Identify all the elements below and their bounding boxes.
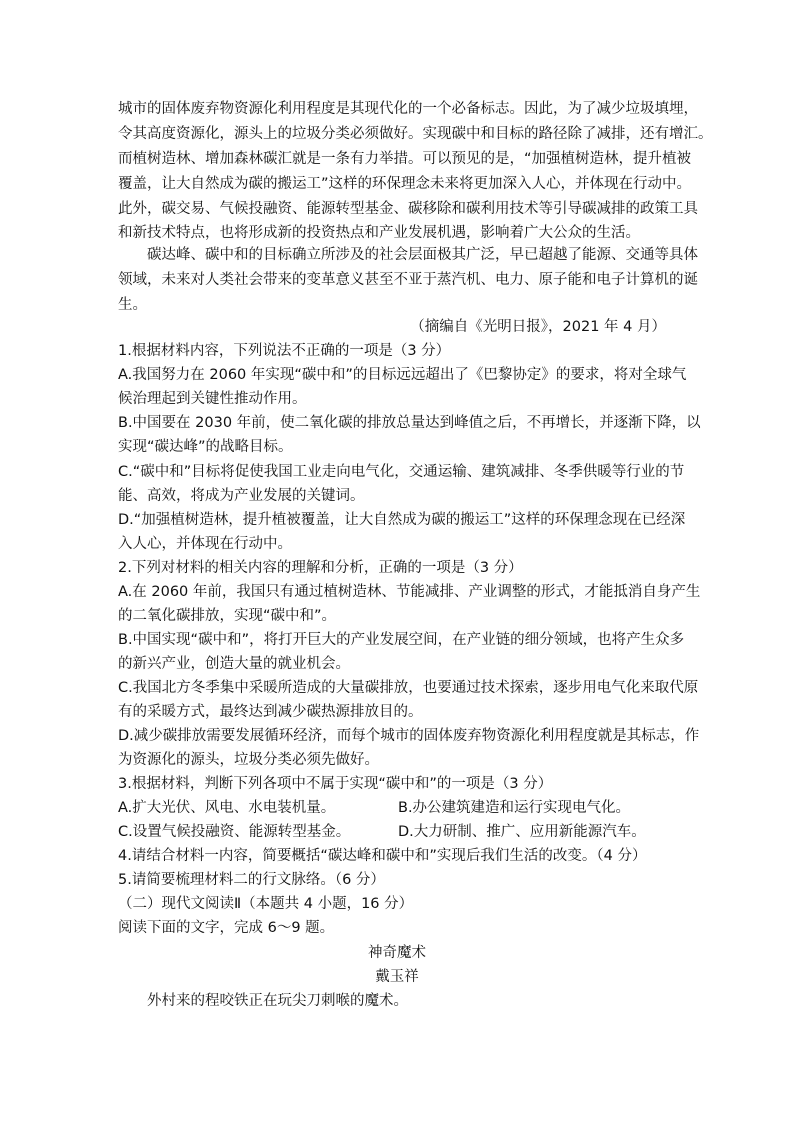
- question-1-option-b: B.中国要在 2030 年前，使二氧化碳的排放总量达到峰值之后，不再增长，并逐渐下降，以: [118, 415, 701, 431]
- question-3-option-a: A.扩大光伏、风电、水电装机量。: [118, 800, 336, 816]
- passage-line: 和新技术特点，也将形成新的投资热点和产业发展机遇，影响着广大公众的生活。: [118, 225, 640, 241]
- question-3-option-b: B.办公建筑建造和运行实现电气化。: [398, 800, 631, 816]
- passage-line: 覆盖，让大自然成为碳的搬运工”这样的环保理念未来将更加深入人心，并体现在行动中。: [118, 176, 692, 192]
- question-1-option-c-cont: 能、高效，将成为产业发展的关键词。: [118, 488, 365, 504]
- question-2-option-d-cont: 为资源化的源头，垃圾分类必须先做好。: [118, 752, 379, 768]
- question-3-option-d: D.大力研制、推广、应用新能源汽车。: [398, 824, 646, 840]
- question-2-option-b: B.中国实现“碳中和”，将打开巨大的产业发展空间，在产业链的细分领域，也将产生众多: [118, 632, 685, 648]
- question-1-option-b-cont: 实现“碳达峰”的战略目标。: [118, 439, 293, 455]
- passage-line: 而植树造林、增加森林碳汇就是一条有力举措。可以预见的是，“加强植树造林，提升植被: [118, 151, 692, 167]
- question-1-option-d: D.“加强植树造林，提升植被覆盖，让大自然成为碳的搬运工”这样的环保理念现在已经深: [118, 512, 686, 528]
- question-2-stem: 2.下列对材料的相关内容的理解和分析，正确的一项是（3 分）: [118, 560, 523, 576]
- question-3-option-c: C.设置气候投融资、能源转型基金。: [118, 824, 351, 840]
- question-1-stem: 1.根据材料内容，下列说法不正确的一项是（3 分）: [118, 343, 451, 359]
- question-2-option-d: D.减少碳排放需要发展循环经济，而每个城市的固体废弃物资源化利用程度就是其标志，作: [118, 728, 700, 744]
- question-1-option-a: A.我国努力在 2060 年实现“碳中和”的目标远远超出了《巴黎协定》的要求，将对全球气: [118, 367, 687, 383]
- question-2-option-b-cont: 的新兴产业，创造大量的就业机会。: [118, 656, 350, 672]
- question-2-option-c-cont: 有的采暖方式，最终达到减少碳热源排放目的。: [118, 704, 423, 720]
- question-2-option-c: C.我国北方冬季集中采暖所造成的大量碳排放，也要通过技术探索，逐步用电气化来取代原: [118, 680, 699, 696]
- question-1-option-d-cont: 入人心，并体现在行动中。: [118, 536, 292, 552]
- section-instruction: 阅读下面的文字，完成 6～9 题。: [118, 920, 335, 936]
- question-4: 4.请结合材料一内容，简要概括“碳达峰和碳中和”实现后我们生活的改变。（4 分）: [118, 848, 647, 864]
- question-2-option-a-cont: 的二氧化碳排放，实现“碳中和”。: [118, 608, 337, 624]
- question-3-stem: 3.根据材料，判断下列各项中不属于实现“碳中和”的一项是（3 分）: [118, 776, 553, 792]
- passage-line: 生。: [118, 297, 147, 313]
- story-title: 神奇魔术: [368, 945, 426, 961]
- passage-line: 此外，碳交易、气候投融资、能源转型基金、碳移除和碳利用技术等引导碳减排的政策工具: [118, 201, 698, 217]
- question-1-option-a-cont: 候治理起到关键性推动作用。: [118, 391, 307, 407]
- source-note: （摘编自《光明日报》，2021 年 4 月）: [410, 319, 666, 335]
- passage-line: 碳达峰、碳中和的目标确立所涉及的社会层面极其广泛，早已超越了能源、交通等具体: [147, 247, 698, 263]
- question-1-option-c: C.“碳中和”目标将促使我国工业走向电气化，交通运输、建筑减排、冬季供暖等行业的节: [118, 464, 685, 480]
- story-author: 戴玉祥: [375, 969, 419, 985]
- section-heading: （二）现代文阅读Ⅱ（本题共 4 小题，16 分）: [118, 896, 414, 912]
- passage-line: 领域，未来对人类社会带来的变革意义甚至不亚于蒸汽机、电力、原子能和电子计算机的诞: [118, 272, 698, 288]
- passage-line: 令其高度资源化，源头上的垃圾分类必须做好。实现碳中和目标的路径除了减排，还有增汇。: [118, 126, 713, 142]
- question-5: 5.请简要梳理材料二的行文脉络。（6 分）: [118, 872, 385, 888]
- story-first-line: 外村来的程咬铁正在玩尖刀刺喉的魔术。: [147, 993, 408, 1009]
- question-2-option-a: A.在 2060 年前，我国只有通过植树造林、节能减排、产业调整的形式，才能抵消自身产生: [118, 584, 701, 600]
- passage-line: 城市的固体废弃物资源化利用程度是其现代化的一个必备标志。因此，为了减少垃圾填埋，: [118, 101, 698, 117]
